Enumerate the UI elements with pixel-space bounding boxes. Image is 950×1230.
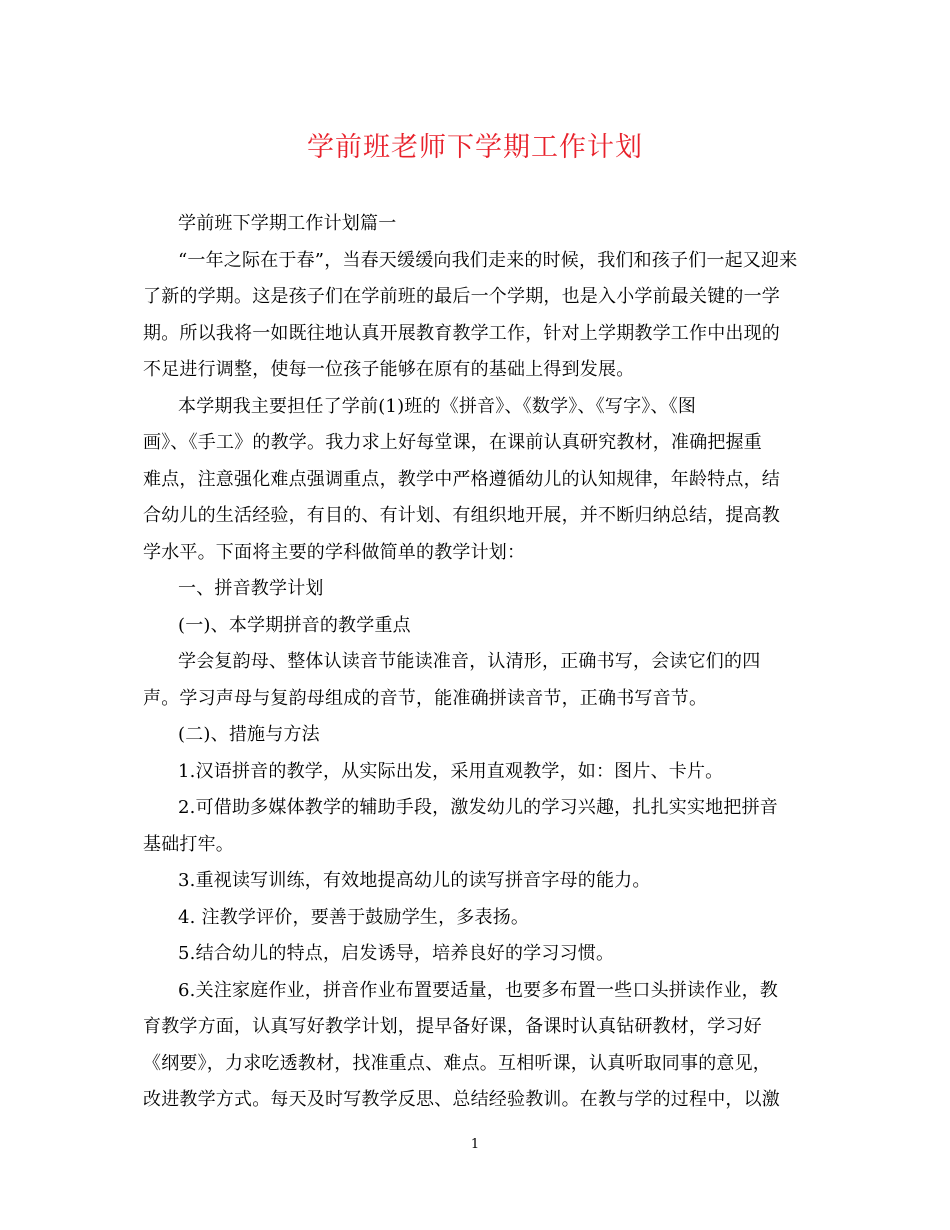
text-line: 4. 注教学评价，要善于鼓励学生，多表扬。 bbox=[178, 906, 530, 928]
text-line: 不足进行调整，使每一位孩子能够在原有的基础上得到发展。 bbox=[143, 359, 635, 380]
text-line: (一)、本学期拼音的教学重点 bbox=[178, 614, 411, 636]
text-line: 合幼儿的生活经验，有目的、有计划、有组织地开展，并不断归纳总结，提高教 bbox=[143, 505, 780, 526]
text-line: (二)、措施与方法 bbox=[178, 724, 320, 745]
text-line: 改进教学方式。每天及时写教学反思、总结经验教训。在教与学的过程中，以激 bbox=[143, 1089, 780, 1110]
text-line: 1.汉语拼音的教学，从实际出发，采用直观教学，如：图片、卡片。 bbox=[178, 760, 724, 782]
text-line: 《纲要》，力求吃透教材，找准重点、难点。互相听课，认真听取同事的意见， bbox=[143, 1052, 771, 1074]
text-line: 5.结合幼儿的特点，启发诱导，培养良好的学习习惯。 bbox=[178, 943, 615, 964]
text-line: 画》、《手工》的教学。我力求上好每堂课，在课前认真研究教材，准确把握重 bbox=[143, 432, 762, 453]
text-line: 基础打牢。 bbox=[143, 833, 234, 855]
text-line: 学前班下学期工作计划篇一 bbox=[178, 213, 397, 234]
text-line: 2.可借助多媒体教学的辅助手段，激发幼儿的学习兴趣，扎扎实实地把拼音 bbox=[178, 797, 778, 818]
text-line: 一、拼音教学计划 bbox=[178, 578, 324, 599]
page-number: 1 bbox=[470, 1137, 480, 1152]
text-line: 本学期我主要担任了学前(1)班的《拼音》、《数学》、《写字》、《图 bbox=[178, 395, 697, 417]
text-line: 难点，注意强化难点强调重点，教学中严格遵循幼儿的认知规律，年龄特点，结 bbox=[143, 468, 780, 490]
text-line: 期。所以我将一如既往地认真开展教育教学工作，针对上学期教学工作中出现的 bbox=[143, 322, 780, 344]
document-body bbox=[143, 206, 808, 1119]
text-line: 学会复韵母、整体认读音节能读准音，认清形，正确书写，会读它们的四 bbox=[178, 651, 761, 672]
text-line: 了新的学期。这是孩子们在学前班的最后一个学期，也是入小学前最关键的一学 bbox=[143, 286, 780, 307]
text-line: 学水平。下面将主要的学科做简单的教学计划： bbox=[143, 541, 526, 563]
text-line: “一年之际在于春”，当春天缓缓向我们走来的时候，我们和孩子们一起又迎来 bbox=[178, 249, 798, 271]
text-line: 6.关注家庭作业，拼音作业布置要适量，也要多布置一些口头拼读作业，教 bbox=[178, 979, 778, 1001]
text-line: 声。学习声母与复韵母组成的音节，能准确拼读音节，正确书写音节。 bbox=[143, 687, 708, 709]
text-line: 育教学方面，认真写好教学计划，提早备好课，备课时认真钻研教材，学习好 bbox=[143, 1016, 762, 1037]
document-title: 学前班老师下学期工作计划 bbox=[307, 132, 643, 163]
text-line: 3.重视读写训练，有效地提高幼儿的读写拼音字母的能力。 bbox=[178, 870, 651, 891]
